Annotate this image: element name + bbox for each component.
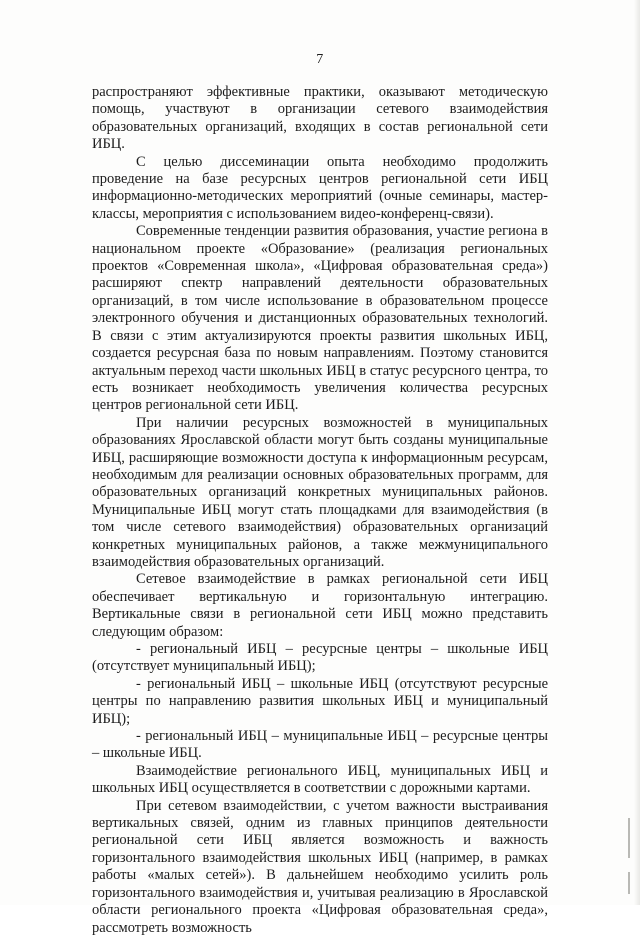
scan-edge-shadow	[634, 0, 640, 905]
paragraph-network-interaction: Сетевое взаимодействие в рамках региональной сети ИБЦ обеспечивает вертикальную и горизонтальную интеграцию. Вертикальные связи в региональной сети ИБЦ можно представить следующим образом:	[92, 571, 548, 640]
list-item-vertical-link-1: - региональный ИБЦ – ресурсные центры – школьные ИБЦ (отсутствует муниципальный ИБЦ);	[92, 641, 548, 675]
list-item-vertical-link-3: - региональный ИБЦ – муниципальные ИБЦ – ресурсные центры – школьные ИБЦ.	[92, 728, 548, 762]
document-body	[92, 84, 548, 937]
page-number: 7	[316, 52, 324, 67]
paragraph-horizontal-interaction: При сетевом взаимодействии, с учетом важности выстраивания вертикальных связей, одним из главных принципов деятельности региональной сети ИБЦ является возможность и важность горизонтального взаимодействия школьных ИБЦ (например, в рамках работы «малых сетей»). В дальнейшем необходимо усилить роль горизонтального взаимодействия и, учитывая реализацию в Ярославской области регионального проекта «Цифровая образовательная среда», рассмотреть возможность	[92, 797, 548, 936]
paragraph-continuation: распространяют эффективные практики, оказывают методическую помощь, участвуют в организации сетевого взаимодействия образовательных организаций, входящих в состав региональной сети ИБЦ.	[92, 84, 548, 153]
list-item-vertical-link-2: - региональный ИБЦ – школьные ИБЦ (отсутствуют ресурсные центры по направлению развития школьных ИБЦ и муниципальный ИБЦ);	[92, 675, 548, 727]
scan-artifact-mark	[628, 872, 630, 894]
scan-artifact-mark	[628, 818, 630, 858]
paragraph-dissemination: С целью диссеминации опыта необходимо продолжить проведение на базе ресурсных центров региональной сети ИБЦ информационно-методических мероприятий (очные семинары, мастер-классы, мероприятия с использованием видео-конференц-связи).	[92, 153, 548, 222]
paragraph-modern-trends: Современные тенденции развития образования, участие региона в национальном проекте «Образование» (реализация региональных проектов «Современная школа», «Цифровая образовательная среда») расширяют спектр направлений деятельности образовательных организаций, в том числе использование в образовательном процессе электронного обучения и дистанционных образовательных технологий. В связи с этим актуализируются проекты развития школьных ИБЦ, создается ресурсная база по новым направлениям. Поэтому становится актуальным переход части школьных ИБЦ в статус ресурсного центра, то есть возникает необходимость увеличения количества ресурсных центров региональной сети ИБЦ.	[92, 223, 548, 414]
paragraph-road-maps: Взаимодействие регионального ИБЦ, муниципальных ИБЦ и школьных ИБЦ осуществляется в соответствии с дорожными картами.	[92, 762, 548, 797]
paragraph-municipal-ibc: При наличии ресурсных возможностей в муниципальных образованиях Ярославской области могут быть созданы муниципальные ИБЦ, расширяющие возможности доступа к информационным ресурсам, необходимым для реализации основных образовательных программ, для образовательных организаций конкретных муниципальных районов. Муниципальные ИБЦ могут стать площадками для взаимодействия (в том числе сетевого взаимодействия) образовательных организаций конкретных муниципальных районов, а также межмуниципального взаимодействия образовательных организаций.	[92, 414, 548, 570]
